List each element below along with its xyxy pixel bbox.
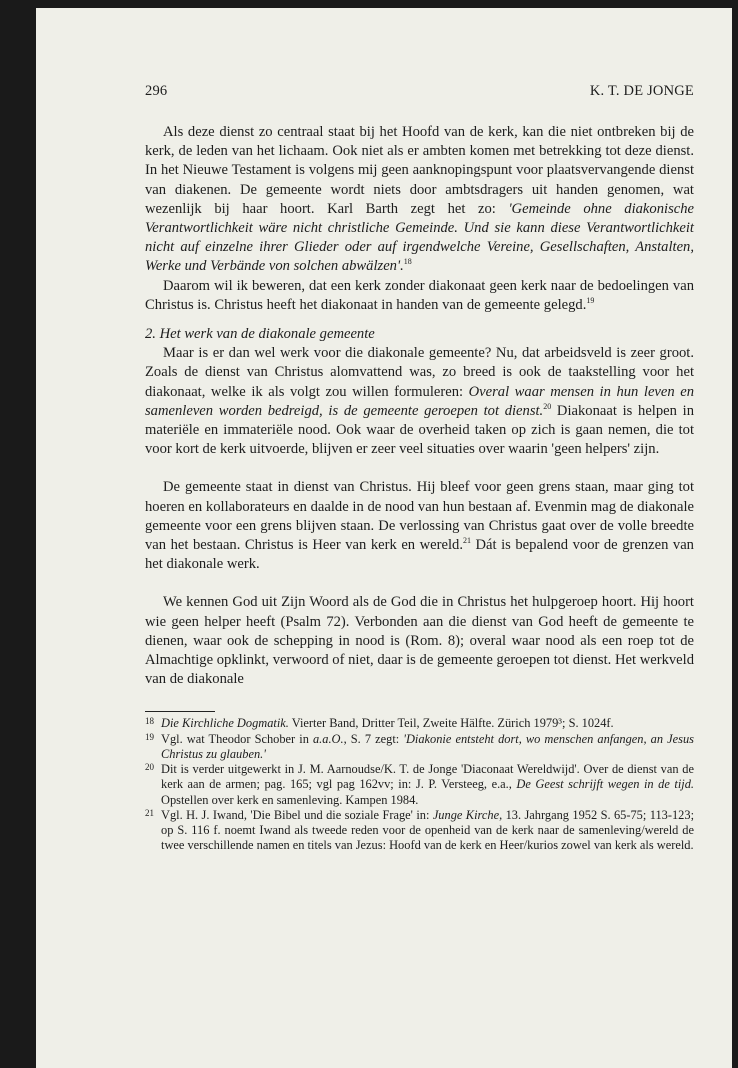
paragraph-5: We kennen God uit Zijn Woord als de God die in Christus het hulpgeroep hoort. Hij hoort wie geen helper heeft (Psalm 72). Verbonden aan die dienst van God heeft de gemeente te dienen, waar ook de schepping in nood is (Rom. 8); overal waar nood als een roep tot de Almachtige opklinkt, verwoord of niet, daar is de gemeente geroepen tot dienst. Het werkveld van de diakonale (145, 594, 694, 688)
running-header (145, 82, 694, 100)
paragraph-4: De gemeente staat in dienst van Christus. Hij bleef voor geen grens staan, maar ging tot hoeren en kollaborateurs en daalde in de nood van hun bestaan af. Evenmin mag de diakonale gemeente voor een grens blijven staan. De verlossing van Christus gaat over de volle breedte van het bestaan. Christus is Heer van kerk en wereld.$^{21}$ Dát is bepalend voor de grenzen van het diakonale werk. (145, 479, 694, 573)
paragraph-3: Maar is er dan wel werk voor die diakonale gemeente? Nu, dat arbeidsveld is zeer groot. Zoals de dienst van Christus alomvattend was, zo breed is ook de taakstelling voor het diakonaat, welke ik als volgt zou willen formuleren: Overal waar mensen in hun leven en samenleven worden bedreigd, is de gemeente geroepen tot dienst.$^{20}$ Diakonaat is helpen in materiële en immateriële nood. Ook waar de overheid taken op zich is gaan nemen, die tot voor kort de kerk uitvoerde, blijven er zeer veel situaties over waarin 'geen helpers' zijn. (145, 345, 694, 458)
book-page (36, 8, 732, 1068)
footnote-19: 19 Vgl. wat Theodor Schober in a.a.O., S. 7 zegt: 'Diakonie entsteht dort, wo menschen anfangen, an Jesus Christus zu glauben.' (145, 731, 694, 761)
paragraph-2: Daarom wil ik beweren, dat een kerk zonder diakonaat geen kerk naar de bedoelingen van Christus is. Christus heeft het diakonaat in handen van de gemeente gelegd.$^{19}$ (145, 277, 694, 313)
barth-quote: 'Gemeinde ohne diakonische Verantwortlichkeit wäre nicht christliche Gemeinde. Und sie kann diese Verantwortlichkeit nicht auf einzelne ihrer Glieder oder auf irgendwelche Vereine, Gesellschaften, Anstalten, Werke und Verbände von solchen abwälzen'. (145, 200, 694, 275)
section-heading: 2. Het werk van de diakonale gemeente (145, 326, 375, 343)
running-title: K. T. DE JONGE (589, 83, 694, 99)
footnote-21: 21 Vgl. H. J. Iwand, 'Die Bibel und die soziale Frage' in: Junge Kirche, 13. Jahrgang 1952 S. 65-75; 113-123; op S. 116 f. noemt Iwand als tweede reden voor de openheid van de kerk naar de samenleving/wereld de twee verschillende namen en titels van Jezus: Hoofd van de kerk en Heer/kurios zowel van kerk als wereld. (145, 807, 695, 853)
footnote-ref-20: 20 (543, 401, 552, 411)
footnote-ref-18: 18 (403, 257, 412, 267)
footnote-ref-19: 19 (586, 295, 595, 305)
mission-statement: Overal waar mensen in hun leven en samenleven worden bedreigd, is de gemeente geroepen tot dienst. (145, 383, 694, 419)
footnote-ref-21: 21 (462, 536, 471, 546)
page-number: 296 (145, 83, 168, 99)
footnote-20: 20 Dit is verder uitgewerkt in J. M. Aarnoudse/K. T. de Jonge 'Diaconaat Wereldwijd'. Over de dienst van de kerk aan de armen; pag. 165; vgl pag 162vv; in: J. P. Versteeg, e.a., De Geest schrijft wegen in de tijd. Opstellen over kerk en samenleving. Kampen 1984. (145, 762, 694, 807)
page-content (145, 82, 694, 853)
footnote-18: 18 Die Kirchliche Dogmatik. Vierter Band, Dritter Teil, Zweite Hälfte. Zürich 1979³; S. 1024f. (145, 716, 614, 731)
paragraph-1: Als deze dienst zo centraal staat bij het Hoofd van de kerk, kan die niet ontbreken bij de kerk, de leden van het lichaam. Ook niet als er ambten komen met betrekking tot deze dienst. In het Nieuwe Testament is volgens mij geen aanknopingspunt voor plaatsvervangende dienst van diakenen. De gemeente wordt niets door ambtsdragers uit handen genomen, wat wezenlijk bij haar hoort. Karl Barth zegt het zo: 'Gemeinde ohne diakonische Verantwortlichkeit wäre nicht christliche Gemeinde. Und sie kann diese Verantwortlichkeit nicht auf einzelne ihrer Glieder oder auf irgendwelche Vereine, Gesellschaften, Anstalten, Werke und Verbände von solchen abwälzen'.$^{18}$ (145, 124, 694, 275)
footnote-divider (145, 711, 215, 712)
